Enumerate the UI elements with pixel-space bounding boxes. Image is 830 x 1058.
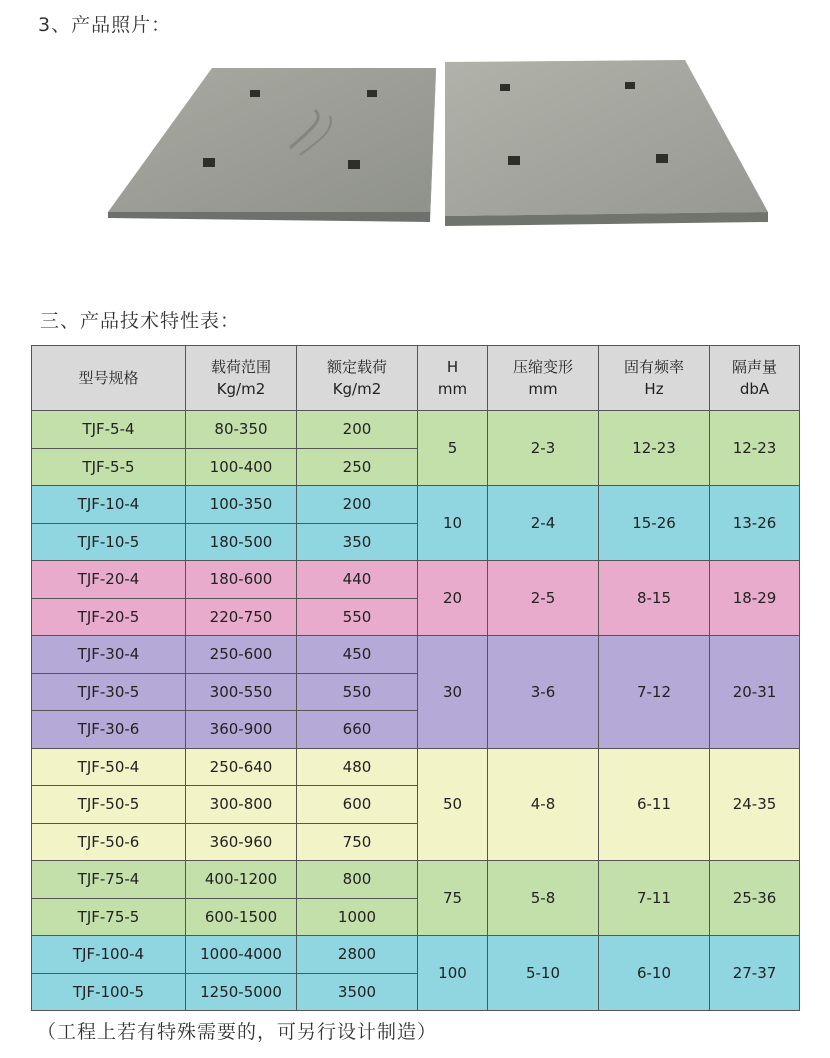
photo-section-heading: 3、产品照片：	[38, 14, 172, 36]
cell-load-range: 600-1500	[186, 898, 297, 936]
cell-load-range: 80-350	[186, 411, 297, 449]
spec-table	[31, 345, 800, 1011]
cell-sound-insulation: 18-29	[710, 561, 800, 636]
table-row	[32, 561, 800, 599]
cell-rated-load: 2800	[297, 936, 418, 974]
cell-rated-load: 1000	[297, 898, 418, 936]
cell-frequency: 6-10	[599, 936, 710, 1011]
cell-load-range: 100-350	[186, 486, 297, 524]
cell-load-range: 400-1200	[186, 861, 297, 899]
cell-model: TJF-50-4	[32, 748, 186, 786]
product-photo-image	[100, 60, 780, 230]
product-photos	[100, 60, 780, 230]
cell-rated-load: 200	[297, 486, 418, 524]
cell-load-range: 1000-4000	[186, 936, 297, 974]
cell-sound-insulation: 27-37	[710, 936, 800, 1011]
cell-load-range: 360-900	[186, 711, 297, 749]
header-model: 型号规格	[32, 346, 186, 411]
cell-load-range: 300-800	[186, 786, 297, 824]
cell-load-range: 1250-5000	[186, 973, 297, 1011]
plate-right	[445, 60, 768, 226]
cell-deformation: 3-6	[488, 636, 599, 749]
cell-model: TJF-30-4	[32, 636, 186, 674]
cell-frequency: 7-12	[599, 636, 710, 749]
cell-height: 5	[418, 411, 488, 486]
plate-left	[108, 68, 436, 222]
cell-model: TJF-10-4	[32, 486, 186, 524]
cell-sound-insulation: 25-36	[710, 861, 800, 936]
table-row	[32, 486, 800, 524]
cell-model: TJF-5-5	[32, 448, 186, 486]
cell-sound-insulation: 20-31	[710, 636, 800, 749]
cell-load-range: 100-400	[186, 448, 297, 486]
cell-load-range: 180-500	[186, 523, 297, 561]
footnote: （工程上若有特殊需要的，可另行设计制造）	[37, 1021, 438, 1043]
cell-model: TJF-30-6	[32, 711, 186, 749]
cell-height: 75	[418, 861, 488, 936]
cell-sound-insulation: 12-23	[710, 411, 800, 486]
cell-height: 50	[418, 748, 488, 861]
cell-load-range: 180-600	[186, 561, 297, 599]
cell-deformation: 4-8	[488, 748, 599, 861]
cell-deformation: 5-8	[488, 861, 599, 936]
table-header-row	[32, 346, 800, 411]
cell-load-range: 300-550	[186, 673, 297, 711]
cell-load-range: 250-600	[186, 636, 297, 674]
cell-rated-load: 350	[297, 523, 418, 561]
cell-deformation: 2-3	[488, 411, 599, 486]
cell-rated-load: 550	[297, 598, 418, 636]
cell-frequency: 12-23	[599, 411, 710, 486]
cell-model: TJF-10-5	[32, 523, 186, 561]
cell-rated-load: 480	[297, 748, 418, 786]
cell-model: TJF-75-5	[32, 898, 186, 936]
cell-rated-load: 600	[297, 786, 418, 824]
cell-model: TJF-5-4	[32, 411, 186, 449]
cell-rated-load: 450	[297, 636, 418, 674]
table-row	[32, 411, 800, 449]
cell-rated-load: 800	[297, 861, 418, 899]
header-sound-insulation: 隔声量 dbA	[710, 346, 800, 411]
cell-model: TJF-50-6	[32, 823, 186, 861]
cell-model: TJF-100-4	[32, 936, 186, 974]
cell-sound-insulation: 13-26	[710, 486, 800, 561]
spec-table-heading: 三、产品技术特性表：	[40, 310, 241, 332]
cell-model: TJF-20-4	[32, 561, 186, 599]
cell-model: TJF-100-5	[32, 973, 186, 1011]
cell-rated-load: 250	[297, 448, 418, 486]
cell-frequency: 7-11	[599, 861, 710, 936]
table-row	[32, 861, 800, 899]
cell-model: TJF-30-5	[32, 673, 186, 711]
cell-height: 30	[418, 636, 488, 749]
cell-deformation: 5-10	[488, 936, 599, 1011]
header-deformation: 压缩变形 mm	[488, 346, 599, 411]
header-height: H mm	[418, 346, 488, 411]
cell-model: TJF-50-5	[32, 786, 186, 824]
cell-rated-load: 440	[297, 561, 418, 599]
table-row	[32, 636, 800, 674]
cell-load-range: 220-750	[186, 598, 297, 636]
header-frequency: 固有频率 Hz	[599, 346, 710, 411]
cell-frequency: 15-26	[599, 486, 710, 561]
table-row	[32, 748, 800, 786]
cell-load-range: 360-960	[186, 823, 297, 861]
cell-deformation: 2-4	[488, 486, 599, 561]
cell-sound-insulation: 24-35	[710, 748, 800, 861]
table-row	[32, 936, 800, 974]
cell-rated-load: 3500	[297, 973, 418, 1011]
cell-rated-load: 750	[297, 823, 418, 861]
cell-frequency: 6-11	[599, 748, 710, 861]
cell-deformation: 2-5	[488, 561, 599, 636]
cell-rated-load: 200	[297, 411, 418, 449]
cell-load-range: 250-640	[186, 748, 297, 786]
cell-height: 10	[418, 486, 488, 561]
cell-height: 100	[418, 936, 488, 1011]
cell-rated-load: 550	[297, 673, 418, 711]
cell-model: TJF-75-4	[32, 861, 186, 899]
cell-height: 20	[418, 561, 488, 636]
cell-rated-load: 660	[297, 711, 418, 749]
header-rated-load: 额定载荷 Kg/m2	[297, 346, 418, 411]
cell-frequency: 8-15	[599, 561, 710, 636]
header-load-range: 载荷范围 Kg/m2	[186, 346, 297, 411]
cell-model: TJF-20-5	[32, 598, 186, 636]
